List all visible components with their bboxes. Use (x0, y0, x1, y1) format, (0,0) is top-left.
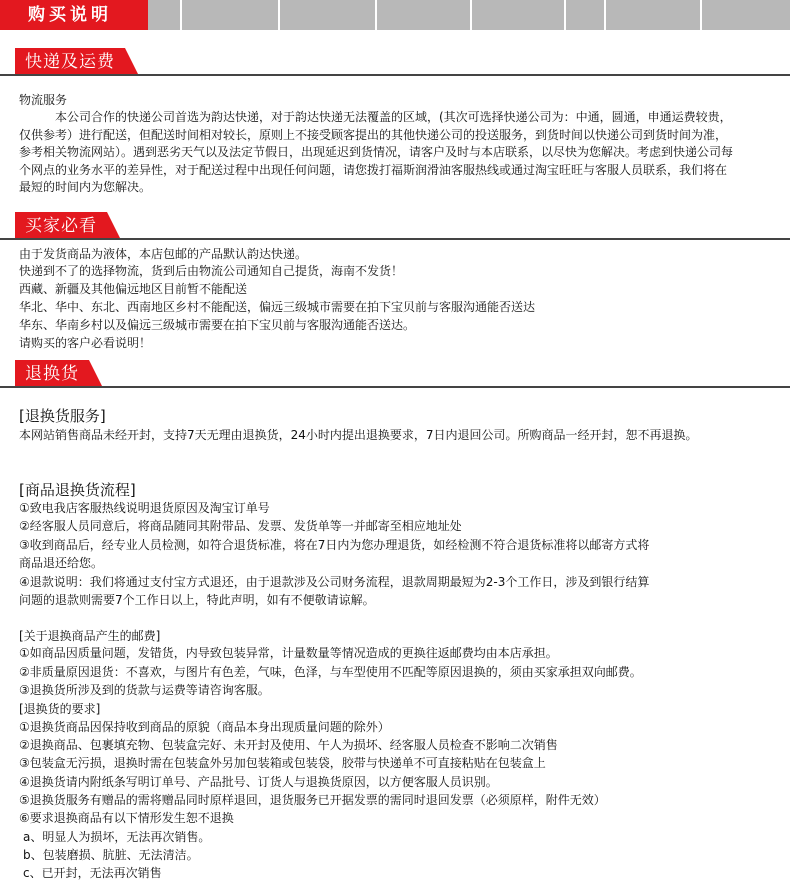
banner-divider (470, 0, 472, 30)
top-banner (0, 0, 790, 30)
notice-line: 华北、华中、东北、西南地区乡村不能配送，偏远三级城市需要在拍下宝贝前与客服沟通能否送达 (19, 300, 536, 314)
section-rule (0, 74, 790, 76)
requirement-line: ⑤退换货服务有赠品的需将赠品同时原样退回，退货服务已开据发票的需同时退回发票（必须原样，附件无效） (19, 793, 606, 807)
requirement-line: b、包装磨损、肮脏、无法清洁。 (23, 848, 199, 862)
requirement-line: ①退换货商品因保持收到商品的原貌（商品本身出现质量问题的除外） (19, 720, 390, 734)
section-rule (0, 386, 790, 388)
notice-line: 快递到不了的选择物流，货到后由物流公司通知自己提货，海南不发货！ (19, 264, 404, 278)
postage-line: ③退换货所涉及到的货款与运费等请咨询客服。 (19, 683, 270, 697)
banner-divider (604, 0, 606, 30)
process-line: ③收到商品后，经专业人员检测，如符合退货标准，将在7日内为您办理退货，如经检测不符合退货标准将以邮寄方式将 (19, 538, 650, 552)
requirement-line: ③包装盒无污损，退换时需在包装盒外另加包装箱或包装袋，胶带与快递单不可直接粘贴在包装盒上 (19, 756, 546, 770)
postage-line: ①如商品因质量问题，发错货，内导致包装异常，计量数量等情况造成的更换往返邮费均由本店承担。 (19, 646, 558, 660)
shipping-subtitle: 物流服务 (19, 93, 68, 107)
notice-line: 西藏、新疆及其他偏远地区目前暂不能配送 (19, 282, 248, 296)
process-title: [商品退换货流程] (19, 481, 136, 499)
service-title: [退换货服务] (19, 407, 106, 425)
postage-title: [关于退换商品产生的邮费] (19, 629, 161, 643)
section-header-notice (0, 210, 790, 240)
shipping-paragraph-text: 本公司合作的快递公司首选为韵达快递，对于韵达快递无法覆盖的区域，(其次可选择快递公司为：中通，圆通，申通运费较贵，仅供参考）进行配送，但配送时间相对较长，原则上不接受顾客提出的其他快递公司的投送服务，到货时间以快递公司到货时间为准，参考相关物流网站）。遇到恶劣天气以及法定节假日，出现延迟到货情况，请客户及时与本店联系，以尽快为您解决。考虑到快递公司每个网点的业务水平的差异性，对于配送过程中出现任何问题，请您拨打福斯润滑油客服热线或通过淘宝旺旺与客服人员联系，我们将在最短的时间内为您解决。 (19, 110, 734, 194)
banner-divider (700, 0, 702, 30)
process-line: ④退款说明：我们将通过支付宝方式退还，由于退款涉及公司财务流程，退款周期最短为2-3个工作日，涉及到银行结算 (19, 575, 650, 589)
section-title: 退换货 (15, 360, 89, 388)
requirement-line: ②退换商品、包裹填充物、包装盒完好、未开封及使用、午人为损坏、经客服人员检查不影响二次销售 (19, 738, 558, 752)
requirements-title: [退换货的要求] (19, 702, 101, 716)
process-line: 商品退还给您。 (19, 556, 104, 570)
requirement-line: c、已开封，无法再次销售 (23, 866, 162, 880)
section-header-shipping (0, 46, 790, 76)
banner-divider (375, 0, 377, 30)
banner-divider (564, 0, 566, 30)
notice-line: 请购买的客户必看说明！ (19, 336, 152, 350)
service-text: 本网站销售商品未经开封，支持7天无理由退换货，24小时内提出退换要求，7日内退回公司。所购商品一经开封，恕不再退换。 (19, 428, 698, 442)
section-header-returns (0, 358, 790, 388)
section-title: 快递及运费 (15, 48, 125, 76)
process-line: 问题的退款则需要7个工作日以上，特此声明，如有不便敬请谅解。 (19, 593, 375, 607)
requirement-line: ⑥要求退换商品有以下情形发生恕不退换 (19, 811, 234, 825)
section-title: 买家必看 (15, 212, 107, 240)
banner-title: 购买说明 (0, 0, 148, 30)
process-line: ②经客服人员同意后，将商品随同其附带品、发票、发货单等一并邮寄至相应地址处 (19, 519, 462, 533)
requirement-line: a、明显人为损坏，无法再次销售。 (23, 830, 211, 844)
postage-line: ②非质量原因退货：不喜欢，与图片有色差，气味，色泽，与车型使用不匹配等原因退换的，须由买家承担双向邮费。 (19, 665, 642, 679)
section-rule (0, 238, 790, 240)
shipping-paragraph (19, 109, 733, 197)
requirement-line: ④退换货请内附纸条写明订单号、产品批号、订货人与退换货原因，以方便客服人员识别。 (19, 775, 498, 789)
banner-divider (278, 0, 280, 30)
process-line: ①致电我店客服热线说明退货原因及淘宝订单号 (19, 501, 270, 515)
notice-line: 华东、华南乡村以及偏远三级城市需要在拍下宝贝前与客服沟通能否送达。 (19, 318, 416, 332)
banner-divider (180, 0, 182, 30)
notice-line: 由于发货商品为液体，本店包邮的产品默认韵达快递。 (19, 247, 308, 261)
